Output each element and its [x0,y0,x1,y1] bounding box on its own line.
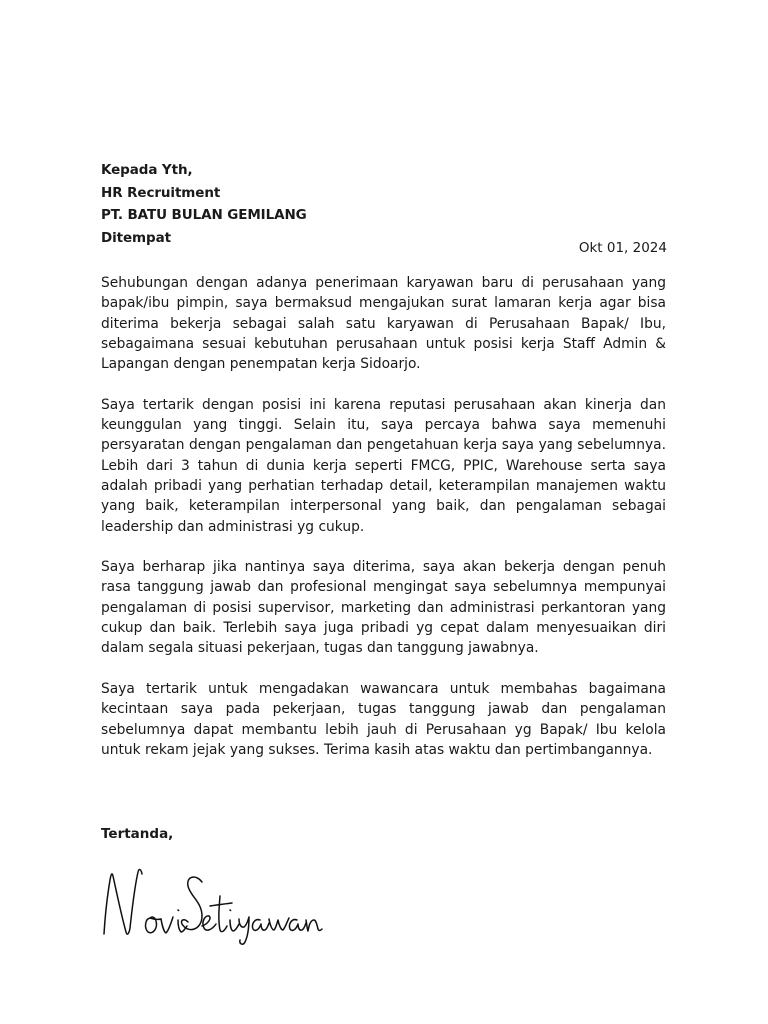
paragraph-motivation: Saya tertarik dengan posisi ini karena reputasi perusahaan akan kinerja dan keunggulan yang tinggi. Selain itu, saya percaya bahwa saya memenuhi persyaratan dengan pengalaman dan pengetahuan kerja saya yang sebelumnya. Lebih dari 3 tahun di dunia kerja seperti FMCG, PPIC, Warehouse serta saya adalah pribadi yang perhatian terhadap detail, keterampilan manajemen waktu yang baik, keterampilan interpersonal yang baik, dan pengalaman sebagai leadership dan administrasi yg cukup. [101,396,666,535]
paragraph-intro: Sehubungan dengan adanya penerimaan karyawan baru di perusahaan yang bapak/ibu pimpin, saya bermaksud mengajukan surat lamaran kerja agar bisa diterima bekerja sebagai salah satu karyawan di Perusahaan Bapak/ Ibu, sebagaimana sesuai kebutuhan perusahaan untuk posisi kerja Staff Admin & Lapangan dengan penempatan kerja Sidoarjo. [101,275,666,373]
recipient-company: PT. BATU BULAN GEMILANG [101,207,307,223]
recipient-greeting: Kepada Yth, [101,162,193,178]
recipient-location: Ditempat [101,229,171,246]
recipient-block [101,159,307,249]
letter-body [101,273,666,780]
letter-date: Okt 01, 2024 [578,240,667,256]
recipient-department: HR Recruitment [101,184,221,201]
paragraph-closing: Saya tertarik untuk mengadakan wawancara untuk membahas bagaimana kecintaan saya pada pekerjaan, tugas tanggung jawab dan pengalaman sebelumnya dapat membantu lebih jauh di Perusahaan yg Bapak/ Ibu kelola untuk rekam jejak yang sukses. Terima kasih atas waktu dan pertimbangannya. [101,680,666,758]
closing-salutation: Tertanda, [101,826,174,842]
handwritten-signature [98,862,323,946]
paragraph-commitment: Saya berharap jika nantinya saya diterima, saya akan bekerja dengan penuh rasa tanggung jawab dan profesional mengingat saya sebelumnya mempunyai pengalaman di posisi supervisor, marketing dan administrasi perkantoran yang cukup dan baik. Terlebih saya juga pribadi yg cepat dalam menyesuaikan diri dalam segala situasi pekerjaan, tugas dan tanggung jawabnya. [101,559,666,657]
